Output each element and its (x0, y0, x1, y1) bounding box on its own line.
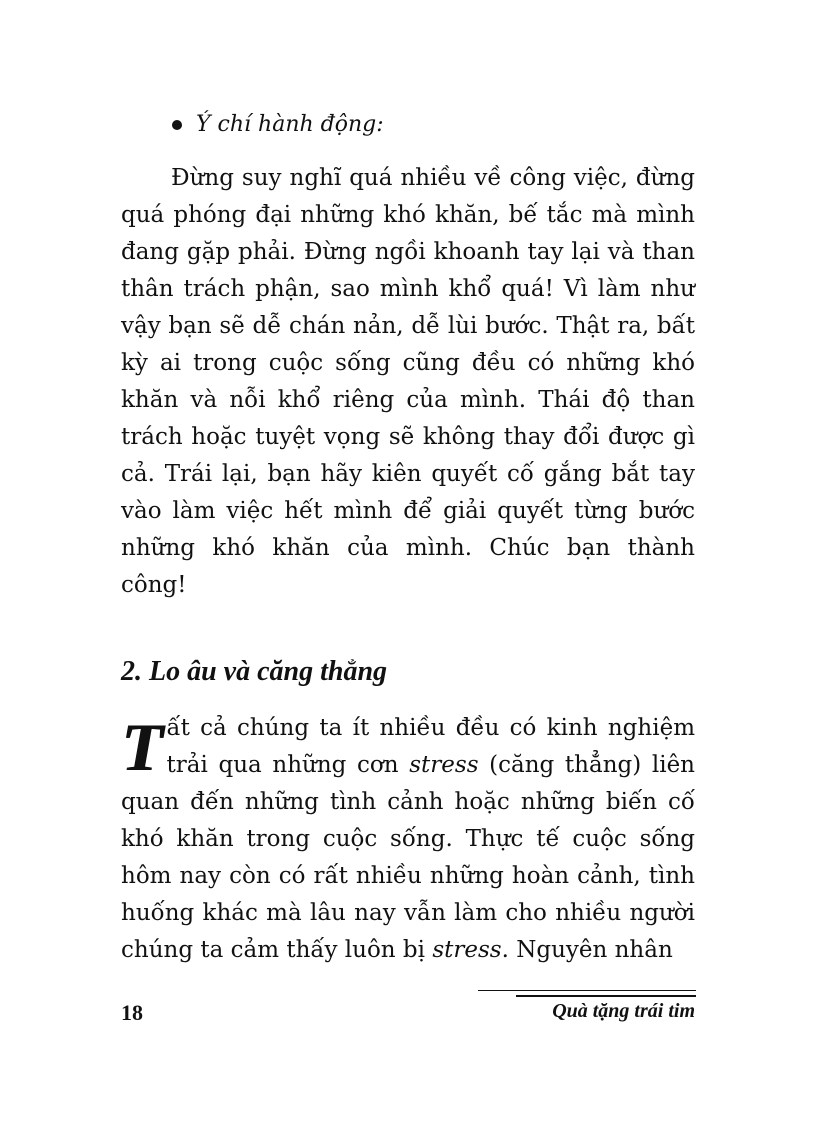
section-text-part2: (căng thẳng) liên quan đến những tình cảnh hoặc những biến cố khó khăn trong cuộc sống. Thực tế cuộc sống hôm nay còn có rất nhiều những hoàn cảnh, tình huống khác mà lâu nay vẫn làm cho nhiều người chúng ta cảm thấy luôn bị (121, 752, 695, 963)
footer-divider-thick (516, 995, 696, 997)
bullet-item (172, 112, 384, 137)
page-number: 18 (121, 1000, 143, 1025)
section-heading: 2. Lo âu và căng thẳng (121, 656, 388, 687)
body-paragraph: Đừng suy nghĩ quá nhiều về công việc, đừng quá phóng đại những khó khăn, bế tắc mà mình đang gặp phải. Đừng ngồi khoanh tay lại và than thân trách phận, sao mình khổ quá! Vì làm như vậy bạn sẽ dễ chán nản, dễ lùi bước. Thật ra, bất kỳ ai trong cuộc sống cũng đều có những khó khăn và nỗi khổ riêng của mình. Thái độ than trách hoặc tuyệt vọng sẽ không thay đổi được gì cả. Trái lại, bạn hãy kiên quyết cố gắng bắt tay vào làm việc hết mình để giải quyết từng bước những khó khăn của mình. Chúc bạn thành công! (121, 165, 695, 598)
italic-term: stress (432, 937, 502, 963)
footer-divider (478, 990, 696, 991)
section-text-part3: . Nguyên nhân (501, 937, 673, 963)
section-paragraph (121, 710, 695, 969)
bullet-text: Ý chí hành động: (196, 112, 384, 137)
italic-term: stress (409, 752, 479, 778)
section-text-part1: ất cả chúng ta ít nhiều đều có kinh nghiệm trải qua những cơn (166, 715, 695, 778)
bullet-dot-icon (172, 120, 182, 130)
drop-cap: T (121, 709, 163, 785)
running-title: Quà tặng trái tim (552, 1000, 695, 1022)
